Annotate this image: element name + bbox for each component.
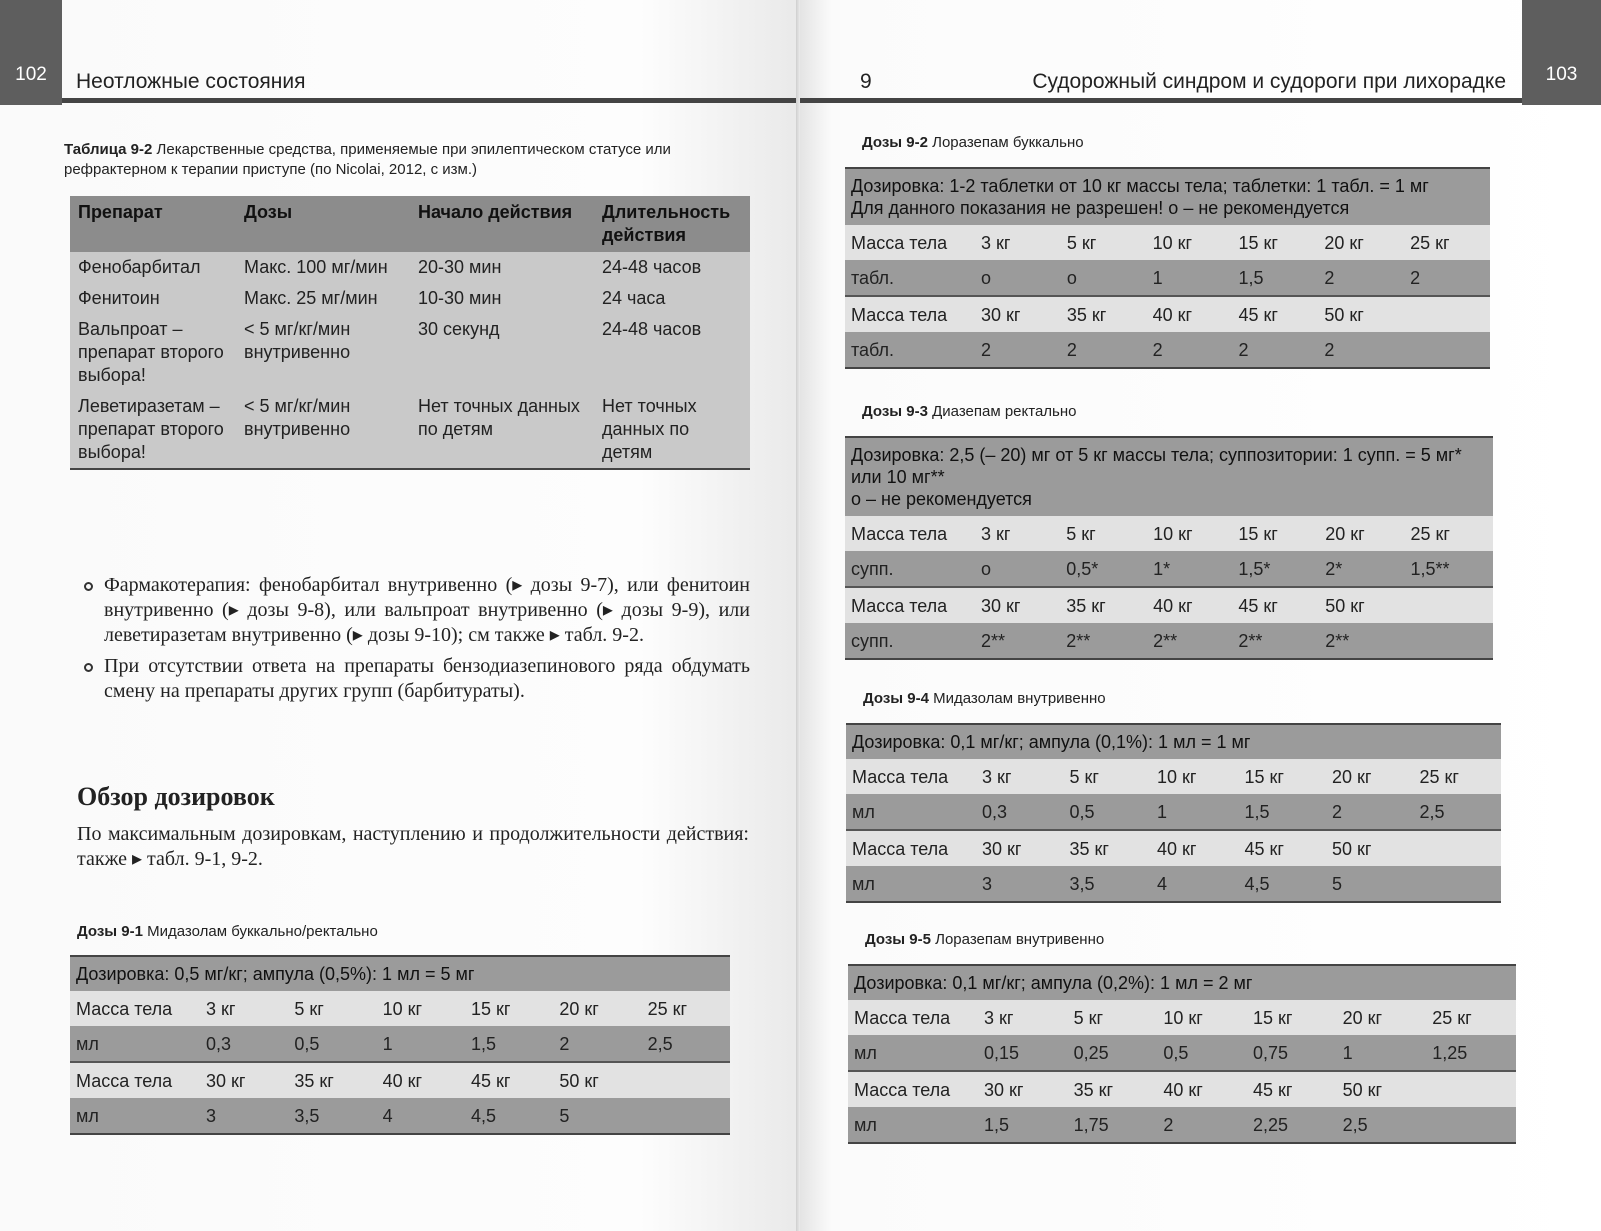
table-cell: 2** (1060, 623, 1147, 659)
table-cell: 2 (1318, 332, 1404, 368)
table-cell: 5 кг (1064, 759, 1152, 794)
dose-9-2-label: Дозы 9-2 (862, 134, 928, 151)
dose-9-2-title: Лоразепам буккально (927, 134, 1084, 151)
table-cell: Масса тела (848, 1071, 978, 1107)
bullet-icon (84, 663, 93, 672)
table-cell: 2** (975, 623, 1060, 659)
table-cell: 15 кг (465, 991, 553, 1026)
table-cell: Нет точных данных по детям (410, 391, 594, 469)
dose-info-row (70, 956, 730, 991)
table-cell: 5 (553, 1098, 641, 1134)
table-row (848, 1107, 1516, 1143)
table-cell: табл. (845, 260, 975, 296)
table-cell: 2,5 (642, 1026, 730, 1062)
table-cell: 5 кг (1060, 516, 1147, 551)
table-cell: Фенобарбитал (70, 252, 236, 283)
table-cell: 20 кг (1318, 225, 1404, 260)
table-cell: 45 кг (1232, 296, 1318, 332)
dose-9-5-caption (865, 930, 1104, 950)
table-cell: 30 кг (200, 1062, 288, 1098)
table-cell: 1,5 (465, 1026, 553, 1062)
table-cell: 0,5 (1157, 1035, 1247, 1071)
section-text: По максимальным дозировкам, наступлению и продолжительности действия: также ▸ табл. 9-1, 9-2. (77, 823, 749, 870)
table-cell: 3 (976, 866, 1064, 902)
table-cell: Масса тела (846, 759, 976, 794)
table-cell: 15 кг (1247, 1000, 1337, 1035)
table-cell: о (975, 551, 1060, 587)
table-row (845, 623, 1493, 659)
table-cell: 24-48 часов (594, 252, 750, 283)
table-cell: 35 кг (288, 1062, 376, 1098)
table-cell: 25 кг (642, 991, 730, 1026)
table-cell: 45 кг (1247, 1071, 1337, 1107)
left-page (0, 0, 800, 1231)
table-cell: 50 кг (1337, 1071, 1427, 1107)
dose-info-row (845, 437, 1493, 516)
table-row (846, 759, 1501, 794)
section-title: Обзор дозировок (77, 782, 275, 811)
table-cell: 25 кг (1405, 516, 1494, 551)
dose-9-2-table (845, 167, 1490, 369)
table-cell: 3,5 (288, 1098, 376, 1134)
table-cell: 24 часа (594, 283, 750, 314)
table-9-2-caption-text: Лекарственные средства, применяемые при эпилептическом статусе или рефрактерном к терапии приступе (по Nicolai, 2012, с изм.) (64, 141, 671, 178)
table-cell: 35 кг (1064, 830, 1152, 866)
right-running-head: Судорожный синдром и судороги при лихорадке (1032, 70, 1506, 93)
table-cell: 35 кг (1068, 1071, 1158, 1107)
table-cell: 1,5 (1239, 794, 1327, 830)
table-cell: 5 (1326, 866, 1414, 902)
table-cell: 5 кг (1068, 1000, 1158, 1035)
table-cell: 40 кг (1157, 1071, 1247, 1107)
table-cell: 25 кг (1426, 1000, 1516, 1035)
table-cell: Леветиразетам – препарат второго выбора! (70, 391, 236, 469)
left-header-rule (62, 98, 800, 103)
table-cell: 45 кг (465, 1062, 553, 1098)
table-row (70, 1098, 730, 1134)
table-cell: 4 (377, 1098, 465, 1134)
dose-info: Дозировка: 0,1 мг/кг; ампула (0,1%): 1 мл = 1 мг (846, 724, 1501, 759)
table-cell: 15 кг (1239, 759, 1327, 794)
table-row (70, 991, 730, 1026)
table-row (70, 1026, 730, 1062)
table-cell: 1 (377, 1026, 465, 1062)
table-cell: 45 кг (1239, 830, 1327, 866)
table-cell (1414, 866, 1502, 902)
table-cell: 2 (1157, 1107, 1247, 1143)
table-cell: 5 кг (1061, 225, 1147, 260)
table-cell: 4 (1151, 866, 1239, 902)
left-page-number: 102 (0, 0, 62, 105)
table-row (845, 551, 1493, 587)
dose-9-4-label: Дозы 9-4 (863, 690, 929, 707)
dose-9-1-title: Мидазолам буккально/ректально (142, 923, 378, 940)
table-cell: 1,25 (1426, 1035, 1516, 1071)
table-header-cell: Начало действия (410, 196, 594, 252)
dose-9-1-table (70, 955, 730, 1135)
right-page-number: 103 (1522, 0, 1601, 105)
table-cell: 2 (1326, 794, 1414, 830)
table-cell: Масса тела (845, 296, 975, 332)
table-cell: 3 кг (200, 991, 288, 1026)
table-row (70, 391, 750, 469)
table-cell: 45 кг (1232, 587, 1319, 623)
table-cell: 40 кг (1147, 296, 1233, 332)
dose-9-4-table (846, 723, 1501, 903)
table-row (846, 866, 1501, 902)
table-row (70, 252, 750, 283)
table-cell: 1* (1147, 551, 1232, 587)
table-cell: 30 кг (975, 587, 1060, 623)
table-cell: мл (70, 1098, 200, 1134)
dose-9-1-label: Дозы 9-1 (77, 923, 143, 940)
dose-info-row (845, 168, 1490, 225)
table-cell (1426, 1071, 1516, 1107)
table-header-cell: Препарат (70, 196, 236, 252)
table-cell: 1,5* (1232, 551, 1319, 587)
table-row (848, 1000, 1516, 1035)
table-cell: 2 (1318, 260, 1404, 296)
dose-9-4-title: Мидазолам внутривенно (928, 690, 1106, 707)
table-cell: мл (848, 1107, 978, 1143)
table-cell: 50 кг (1319, 587, 1404, 623)
dose-9-3-title: Диазепам ректально (927, 403, 1077, 420)
table-cell: Масса тела (846, 830, 976, 866)
table-row (845, 296, 1490, 332)
dose-9-3-caption (862, 402, 1076, 422)
table-cell: 35 кг (1060, 587, 1147, 623)
table-cell: 0,5 (1064, 794, 1152, 830)
right-header-rule (800, 98, 1522, 103)
table-cell: 0,5 (288, 1026, 376, 1062)
table-cell: 2,5 (1337, 1107, 1427, 1143)
table-cell: супп. (845, 623, 975, 659)
table-row (845, 225, 1490, 260)
table-cell: Масса тела (70, 1062, 200, 1098)
table-cell: Макс. 100 мг/мин (236, 252, 410, 283)
table-cell: 10 кг (377, 991, 465, 1026)
table-9-2-caption (64, 140, 754, 180)
table-cell: 30 секунд (410, 314, 594, 391)
table-cell: 50 кг (1326, 830, 1414, 866)
table-cell: 40 кг (377, 1062, 465, 1098)
table-cell (1404, 332, 1490, 368)
table-cell: 2 (975, 332, 1061, 368)
table-cell: 24-48 часов (594, 314, 750, 391)
table-cell: 0,3 (200, 1026, 288, 1062)
chapter-number: 9 (860, 70, 872, 93)
table-cell: 10 кг (1147, 225, 1233, 260)
table-cell: 2** (1147, 623, 1232, 659)
table-cell: 2 (553, 1026, 641, 1062)
table-row (848, 1071, 1516, 1107)
table-cell: 0,25 (1068, 1035, 1158, 1071)
table-cell (642, 1062, 730, 1098)
table-cell: 3 кг (976, 759, 1064, 794)
table-cell: 2 (1147, 332, 1233, 368)
list-item (80, 573, 750, 648)
table-cell: 3 кг (975, 516, 1060, 551)
table-cell: 3 кг (978, 1000, 1068, 1035)
table-cell: 5 кг (288, 991, 376, 1026)
dose-9-3-table (845, 436, 1493, 660)
table-cell: 30 кг (978, 1071, 1068, 1107)
table-cell: 10 кг (1151, 759, 1239, 794)
table-cell: 1 (1337, 1035, 1427, 1071)
table-cell: 35 кг (1061, 296, 1147, 332)
table-cell: Масса тела (70, 991, 200, 1026)
table-row (845, 332, 1490, 368)
table-cell: о (1061, 260, 1147, 296)
table-cell: 10 кг (1147, 516, 1232, 551)
dose-9-5-label: Дозы 9-5 (865, 931, 931, 948)
dose-9-5-table (848, 964, 1516, 1144)
dose-info: Дозировка: 0,1 мг/кг; ампула (0,2%): 1 мл = 2 мг (848, 965, 1516, 1000)
table-cell: 2,25 (1247, 1107, 1337, 1143)
dose-9-3-label: Дозы 9-3 (862, 403, 928, 420)
table-cell: 40 кг (1147, 587, 1232, 623)
table-row (70, 283, 750, 314)
table-cell: 20-30 мин (410, 252, 594, 283)
table-cell: 2 (1232, 332, 1318, 368)
table-row (848, 1035, 1516, 1071)
table-cell: 20 кг (1326, 759, 1414, 794)
table-cell: 2,5 (1414, 794, 1502, 830)
table-cell: Масса тела (845, 587, 975, 623)
left-running-head: Неотложные состояния (76, 70, 306, 93)
table-cell: 1,75 (1068, 1107, 1158, 1143)
table-cell: 0,3 (976, 794, 1064, 830)
list-item-text: Фармакотерапия: фенобарбитал внутривенно (▸ дозы 9-7), или фенитоин внутривенно (▸ дозы 9-8), или вальпроат внутривенно (▸ дозы 9-9), или леветиразетам внутривенно (▸ дозы 9-10); см также ▸ табл. 9-2. (104, 574, 750, 646)
dose-info: Дозировка: 0,5 мг/кг; ампула (0,5%): 1 мл = 5 мг (70, 956, 730, 991)
table-cell: супп. (845, 551, 975, 587)
table-cell: 2 (1061, 332, 1147, 368)
table-cell: 3 кг (975, 225, 1061, 260)
table-row (70, 1062, 730, 1098)
bullet-icon (84, 582, 93, 591)
table-cell: 2 (1404, 260, 1490, 296)
table-cell: 30 кг (976, 830, 1064, 866)
dose-info: Дозировка: 2,5 (– 20) мг от 5 кг массы тела; суппозитории: 1 супп. = 5 мг* или 10 мг** о – не рекомендуется (845, 437, 1493, 516)
table-row (846, 830, 1501, 866)
table-cell: 2* (1319, 551, 1404, 587)
table-row (70, 314, 750, 391)
table-cell: Нет точных данных по детям (594, 391, 750, 469)
dose-info-row (848, 965, 1516, 1000)
table-cell: о (975, 260, 1061, 296)
table-cell: 10-30 мин (410, 283, 594, 314)
table-cell: 4,5 (465, 1098, 553, 1134)
table-cell (642, 1098, 730, 1134)
table-cell: 1,5** (1405, 551, 1494, 587)
table-cell: Масса тела (848, 1000, 978, 1035)
table-9-2 (70, 196, 750, 470)
therapy-bullet-list (80, 573, 750, 710)
table-cell: мл (846, 794, 976, 830)
table-cell (1414, 830, 1502, 866)
table-cell: 1,5 (978, 1107, 1068, 1143)
table-cell: 25 кг (1404, 225, 1490, 260)
table-cell: мл (70, 1026, 200, 1062)
table-row (845, 516, 1493, 551)
table-cell (1405, 587, 1494, 623)
table-cell: 15 кг (1232, 516, 1319, 551)
table-9-2-header-row (70, 196, 750, 252)
table-cell: 20 кг (553, 991, 641, 1026)
table-cell: 2** (1319, 623, 1404, 659)
dose-9-2-caption (862, 133, 1084, 153)
table-cell: 4,5 (1239, 866, 1327, 902)
table-cell: Макс. 25 мг/мин (236, 283, 410, 314)
table-cell: Фенитоин (70, 283, 236, 314)
table-cell: Масса тела (845, 516, 975, 551)
table-cell: 50 кг (1318, 296, 1404, 332)
dose-9-4-caption (863, 689, 1106, 709)
table-cell: 30 кг (975, 296, 1061, 332)
table-cell: 10 кг (1157, 1000, 1247, 1035)
table-header-cell: Длительность действия (594, 196, 750, 252)
table-cell: 1 (1151, 794, 1239, 830)
table-cell: 1,5 (1232, 260, 1318, 296)
list-item-text: При отсутствии ответа на препараты бензодиазепинового ряда обдумать смену на препараты других групп (барбитураты). (104, 655, 750, 702)
table-cell (1426, 1107, 1516, 1143)
dose-9-1-caption (77, 922, 378, 942)
table-cell: 20 кг (1337, 1000, 1427, 1035)
dose-9-5-title: Лоразепам внутривенно (930, 931, 1105, 948)
table-cell: 2** (1232, 623, 1319, 659)
dose-info-row (846, 724, 1501, 759)
table-cell: < 5 мг/кг/мин внутривенно (236, 314, 410, 391)
table-cell: 15 кг (1232, 225, 1318, 260)
table-cell (1405, 623, 1494, 659)
table-cell: 0,75 (1247, 1035, 1337, 1071)
table-cell: < 5 мг/кг/мин внутривенно (236, 391, 410, 469)
table-cell: 20 кг (1319, 516, 1404, 551)
table-cell: 3 (200, 1098, 288, 1134)
table-row (846, 794, 1501, 830)
table-cell: 0,15 (978, 1035, 1068, 1071)
table-cell: 40 кг (1151, 830, 1239, 866)
table-cell: 50 кг (553, 1062, 641, 1098)
table-header-cell: Дозы (236, 196, 410, 252)
table-cell: 3,5 (1064, 866, 1152, 902)
table-cell: 1 (1147, 260, 1233, 296)
table-cell: 25 кг (1414, 759, 1502, 794)
table-cell: Масса тела (845, 225, 975, 260)
right-page (800, 0, 1601, 1231)
table-row (845, 587, 1493, 623)
dose-info: Дозировка: 1-2 таблетки от 10 кг массы тела; таблетки: 1 табл. = 1 мг Для данного показания не разрешен! о – не рекомендуется (845, 168, 1490, 225)
table-cell: Вальпроат – препарат второго выбора! (70, 314, 236, 391)
table-cell (1404, 296, 1490, 332)
table-cell: мл (846, 866, 976, 902)
table-cell: табл. (845, 332, 975, 368)
table-cell: мл (848, 1035, 978, 1071)
table-cell: 0,5* (1060, 551, 1147, 587)
table-row (845, 260, 1490, 296)
list-item (80, 654, 750, 704)
table-9-2-caption-label: Таблица 9-2 (64, 141, 153, 158)
